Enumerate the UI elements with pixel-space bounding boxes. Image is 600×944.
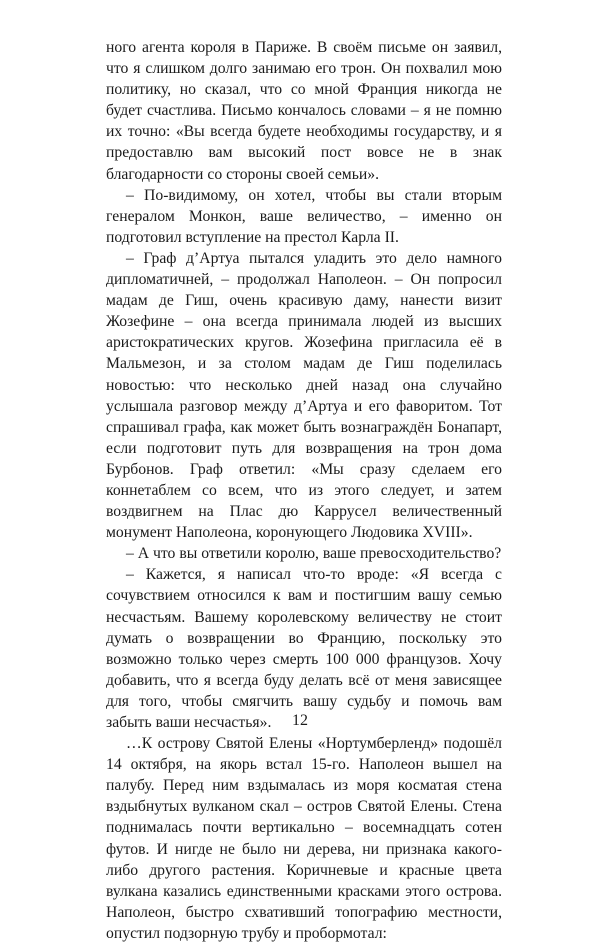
page-number: 12 (292, 712, 308, 729)
paragraph-napoleon-reply: – Кажется, я написал что-то вроде: «Я всегда с сочувствием относился к вам и постигшим вашу семью несчастьям. Вашему королевскому величеству не стоит думать о возвращении во Францию, поскольку это возможно только через смерть 100 000 французов. Хочу добавить, что я всегда буду делать всё от меня зависящее для того, чтобы смягчить вашу судьбу и помочь вам забыть ваши несчастья». (106, 566, 502, 731)
paragraph-artois-diplomacy: – Граф д’Артуа пытался уладить это дело намного дипломатичней, – продолжал Наполеон. – Он попросил мадам де Гиш, очень красивую даму, нанести визит Жозефине – она всегда принимала людей из высших аристократических кругов. Жозефина пригласила её в Мальмезон, и за столом мадам де Гиш поделилась новостью: что несколько дней назад она случайно услышала разговор между д’Артуа и его фаворитом. Тот спрашивал графа, как может быть вознаграждён Бонапарт, если подготовит путь для возвращения на трон дома Бурбонов. Граф ответил: «Мы сразу сделаем его коннетаблем со всем, что из этого следует, и затем воздвигнем на Плас дю Каррусел величественный монумент Наполеона, коронующего Людовика XVIII». (106, 249, 502, 542)
paragraph-monk-remark: – По-видимому, он хотел, чтобы вы стали вторым генералом Монкон, ваше величество, – именно он подготовил вступление на престол Карла II. (106, 186, 502, 246)
paragraph-question: – А что вы ответили королю, ваше превосходительство? (126, 545, 502, 563)
paragraph-saint-helena: …К острову Святой Елены «Нортумберленд» подошёл 14 октября, на якорь встал 15-го. Наполеон вышел на палубу. Перед ним вздымалась из моря косматая стена вздыбнутых вулканом скал – остров Святой Елены. Стена поднималась почти вертикально – восемнадцать сотен футов. И нигде не было ни дерева, ни признака какого-либо другого растения. Коричневые и красные цвета вулкана казались единственными красками этого острова. Наполеон, быстро схвативший топографию местности, опустил подзорную трубу и пробормотал: (106, 735, 502, 942)
paragraph-letter-content: ного агента короля в Париже. В своём письме он заявил, что я слишком долго занимаю его трон. Он похвалил мою политику, но сказал, что со мной Франция никогда не будет счастлива. Письмо кончалось словами – я не помню их точно: «Вы всегда будете необходимы государству, и я предоставлю вам высокий пост вовсе не в знак благодарности со стороны своей семьи». (106, 39, 502, 183)
body-text (106, 37, 502, 944)
